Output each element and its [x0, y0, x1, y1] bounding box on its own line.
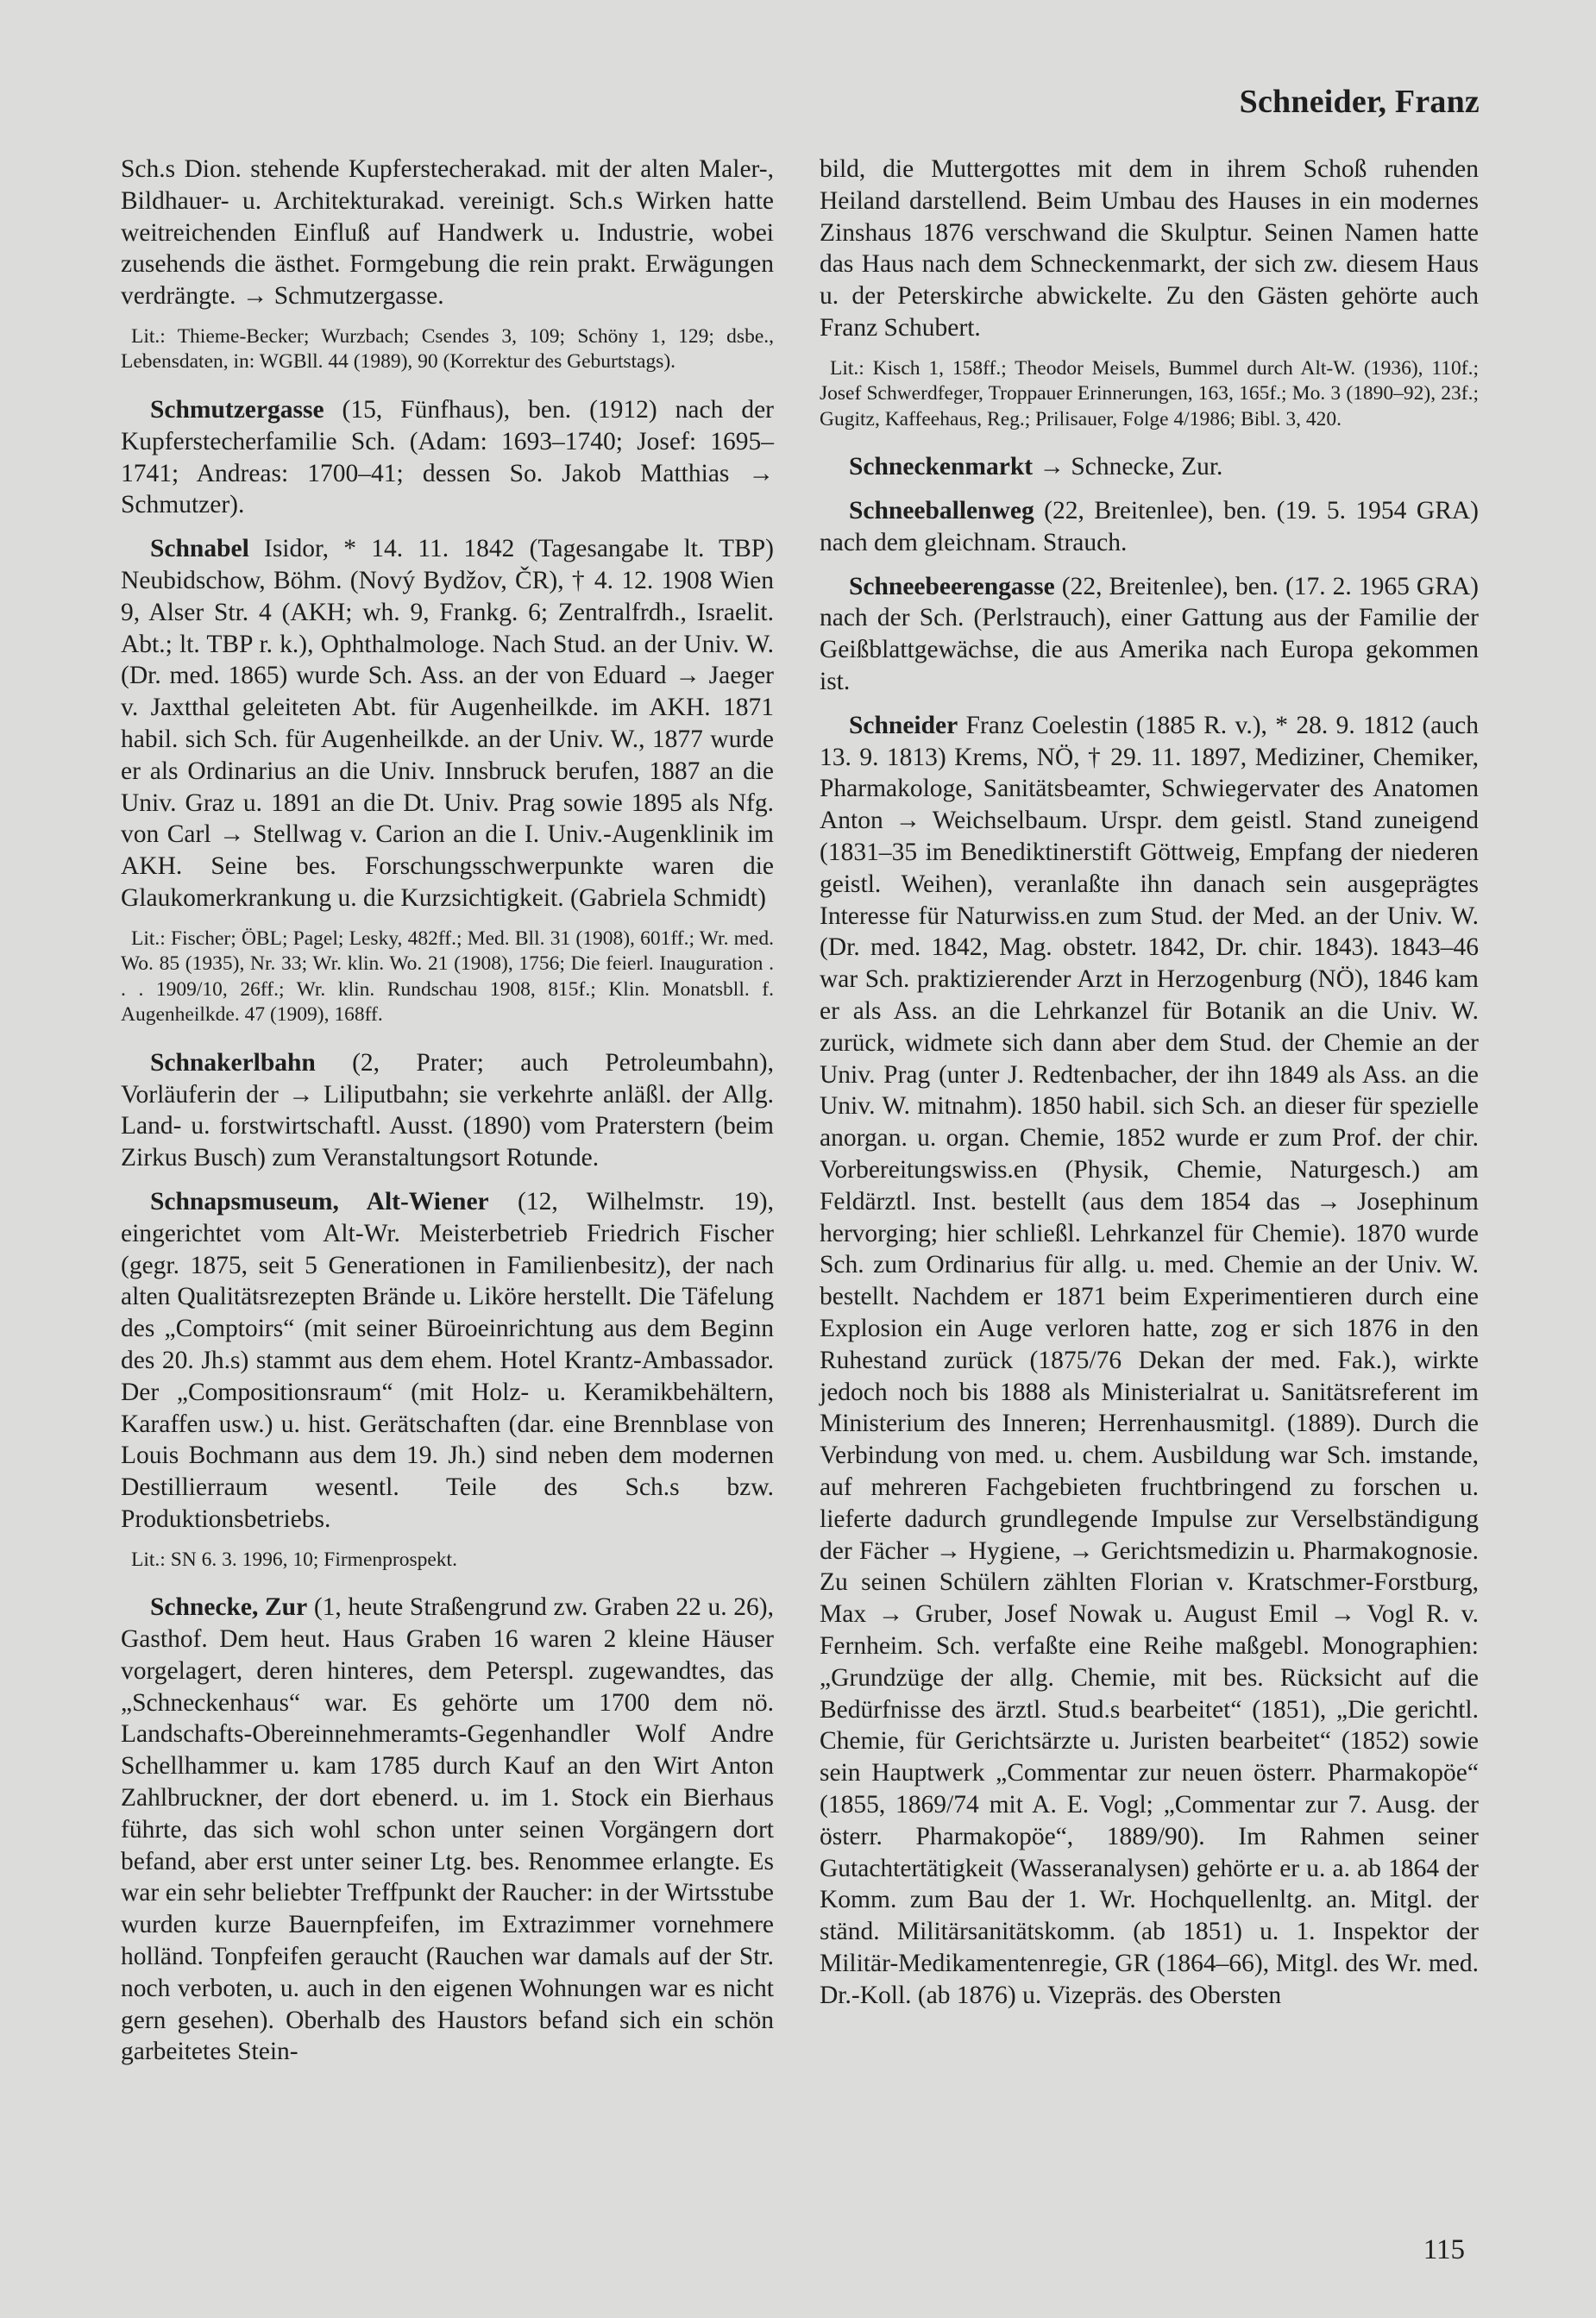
entry-schneeballenweg — [820, 495, 1479, 559]
entry-continuation: bild, die Muttergottes mit dem in ihrem Schoß ruhenden Heiland darstellend. Beim Umbau des Hauses in ein modernes Zinshaus 1876 verschwand die Skulptur. Seinen Namen hatte das Haus nach dem Schneckenmarkt, der sich zw. diesem Haus u. der Peterskirche abwickelte. Zu den Gästen gehörte auch Franz Schubert. — [820, 155, 1479, 342]
headword: Schneeballenweg — [849, 497, 1034, 525]
entry-text: (22, Breitenlee), ben. (17. 2. 1965 GRA) nach der Sch. (Perlstrauch), einer Gattung aus der Familie der Geißblattgewächse, die aus Amerika nach Europa gekommen ist. — [820, 572, 1479, 696]
entry-text: → Schnecke, Zur. — [1033, 453, 1223, 481]
entry-schnecke — [121, 1592, 774, 2068]
literature-note: Lit.: Thieme-Becker; Wurzbach; Csendes 3, 109; Schöny 1, 129; dsbe., Lebensdaten, in: WGBll. 44 (1989), 90 (Korrektur des Geburtstags). — [121, 324, 774, 374]
headword: Schnecke, Zur — [150, 1593, 308, 1622]
page-number: 115 — [1423, 2234, 1465, 2265]
entry-continuation: Sch.s Dion. stehende Kupferstecherakad. mit der alten Maler-, Bildhauer- u. Architekturakad. vereinigt. Sch.s Wirken hatte weitreichenden Einfluß auf Handwerk u. Industrie, wobei zusehends die ästhet. Formgebung die rein prakt. Erwägungen verdrängte. → Schmutzergasse. — [121, 155, 774, 311]
entry-schmutzergasse — [121, 394, 774, 521]
entry-text: Isidor, * 14. 11. 1842 (Tagesangabe lt. TBP) Neubidschow, Böhm. (Nový Bydžov, ČR), † 4. 12. 1908 Wien 9, Alser Str. 4 (AKH; wh. 9, Frankg. 6; Zentralfrdh., Israelit. Abt.; lt. TBP r. k.), Ophthalmologe. Nach Stud. an der Univ. W. (Dr. med. 1865) wurde Sch. Ass. an der von Eduard → Jaeger v. Jaxtthal geleiteten Abt. für Augenheilkde. im AKH. 1871 habil. sich Sch. für Augenheilkde. an der Univ. W., 1877 wurde er als Ordinarius an die Univ. Innsbruck berufen, 1887 an die Univ. Graz u. 1891 an die Dt. Univ. Prag sowie 1895 als Nfg. von Carl → Stellwag v. Carion an die I. Univ.-Augenklinik im AKH. Seine bes. Forschungsschwerpunkte waren die Glaukomerkrankung u. die Kurzsichtigkeit. (Gabriela Schmidt) — [121, 535, 774, 912]
headword: Schmutzergasse — [150, 395, 324, 424]
right-column — [820, 154, 1479, 2024]
entry-schnakerlbahn — [121, 1047, 774, 1174]
literature-note: Lit.: SN 6. 3. 1996, 10; Firmenprospekt. — [131, 1548, 457, 1571]
headword: Schneebeerengasse — [849, 572, 1055, 600]
entry-schnabel — [121, 533, 774, 914]
entry-schneckenmarkt — [820, 451, 1479, 483]
entry-schneider — [820, 710, 1479, 2012]
literature-note: Lit.: Kisch 1, 158ff.; Theodor Meisels, Bummel durch Alt-W. (1936), 110f.; Josef Schwerdfeger, Troppauer Erinnerungen, 163, 165f.; Mo. 3 (1890–92), 23f.; Gugitz, Kaffeehaus, Reg.; Prilisauer, Folge 4/1986; Bibl. 3, 420. — [820, 356, 1479, 430]
entry-text: (15, Fünfhaus), ben. (1912) nach der Kupferstecherfamilie Sch. (Adam: 1693–1740; Josef: 1695–1741; Andreas: 1700–41; dessen So. Jakob Matthias → Schmutzer). — [121, 395, 774, 519]
entry-text: (1, heute Straßengrund zw. Graben 22 u. 26), Gasthof. Dem heut. Haus Graben 16 waren 2 kleine Häuser vorgelagert, deren hinteres, dem Peterspl. zugewandtes, das „Schneckenhaus“ war. Es gehörte um 1700 dem nö. Landschafts-Obereinnehmeramts-Gegenhandler Wolf Andre Schellhammer u. kam 1785 durch Kauf an den Wirt Anton Zahlbruckner, der dort ebenerd. u. im 1. Stock ein Bierhaus führte, das sich wohl schon unter seinen Vorgängern dort befand, aber erst unter seiner Ltg. bes. Renommee erlangte. Es war ein sehr beliebter Treffpunkt der Raucher: in der Wirtsstube wurden kurze Bauernpfeifen, im Extrazimmer vornehmere holländ. Tonpfeifen geraucht (Rauchen war damals auf der Str. noch verboten, u. auch in den eigenen Wohnungen war es nicht gern gesehen). Oberhalb des Haustors befand sich ein schön garbeitetes Stein- — [121, 1593, 774, 2066]
page-header: Schneider, Franz — [1239, 84, 1480, 120]
entry-schnapsmuseum — [121, 1186, 774, 1536]
headword: Schneckenmarkt — [849, 453, 1034, 481]
entry-text: Franz Coelestin (1885 R. v.), * 28. 9. 1812 (auch 13. 9. 1813) Krems, NÖ, † 29. 11. 1897, Mediziner, Chemiker, Pharmakologe, Sanitätsbeamter, Schwiegervater des Anatomen Anton → Weichselbaum. Urspr. dem geistl. Stand zuneigend (1831–35 im Benediktinerstift Göttweig, Empfang der niederen geistl. Weihen), veranlaßte ihn danach sein ausgeprägtes Interesse für Naturwiss.en zum Stud. der Med. an der Univ. W. (Dr. med. 1842, Mag. obstetr. 1842, Dr. chir. 1843). 1843–46 war Sch. praktizierender Arzt in Herzogenburg (NÖ), 1846 kam er als Ass. an die Lehrkanzel für Botanik an die Univ. W. zurück, widmete sich dann aber dem Stud. der Chemie an der Univ. Prag (unter J. Redtenbacher, der ihn 1849 als Ass. an die Univ. W. mitnahm). 1850 habil. sich Sch. an dieser für spezielle anorgan. u. organ. Chemie, 1852 wurde er zum Prof. der chir. Vorbereitungswiss.en (Physik, Chemie, Naturgesch.) am Feldärztl. Inst. bestellt (aus dem 1854 das → Josephinum hervorging; hier schließl. Lehrkanzel für Chemie). 1870 wurde Sch. zum Ordinarius für allg. u. med. Chemie an der Univ. W. bestellt. Nachdem er 1871 beim Experimentieren durch eine Explosion ein Auge verloren hatte, zog er sich 1876 in den Ruhestand zurück (1875/76 Dekan der med. Fak.), wirkte jedoch noch bis 1888 als Ministerialrat u. Sanitätsreferent im Ministerium des Inneren; Herrenhausmitgl. (1889). Durch die Verbindung von med. u. chem. Ausbildung war Sch. imstande, auf mehreren Fachgebieten fruchtbringend zu forschen u. lieferte dadurch grundlegende Impulse zur Verselbständigung der Fächer → Hygiene, → Gerichtsmedizin u. Pharmakognosie. Zu seinen Schülern zählten Florian v. Kratschmer-Forstburg, Max → Gruber, Josef Nowak u. August Emil → Vogl R. v. Fernheim. Sch. verfaßte eine Reihe maßgebl. Monographien: „Grundzüge der allg. Chemie, mit bes. Rücksicht auf die Bedürfnisse des ärztl. Stud.s bearbeitet“ (1851), „Die gerichtl. Chemie, für Gerichtsärzte u. Juristen bearbeitet“ (1852) sowie sein Hauptwerk „Commentar zur neuen österr. Pharmakopöe“ (1855, 1869/74 mit A. E. Vogl; „Commentar zur 7. Ausg. der österr. Pharmakopöe“, 1889/90). Im Rahmen seiner Gutachtertätigkeit (Wasseranalysen) gehörte er u. a. ab 1864 der Komm. zum Bau der 1. Wr. Hochquellenltg. an. Mitgl. der ständ. Militärsanitätskomm. (ab 1851) u. 1. Inspektor der Militär-Medikamentenregie, GR (1864–66), Mitgl. des Wr. med. Dr.-Koll. (ab 1876) u. Vizepräs. des Obersten — [820, 711, 1479, 2009]
entry-schneebeerengasse — [820, 571, 1479, 698]
entry-text: (2, Prater; auch Petroleumbahn), Vorläuferin der → Liliputbahn; sie verkehrte anläßl. der Allg. Land- u. forstwirtschaftl. Ausst. (1890) vom Praterstern (beim Zirkus Busch) zum Veranstaltungsort Rotunde. — [121, 1048, 774, 1172]
literature-note: Lit.: Fischer; ÖBL; Pagel; Lesky, 482ff.; Med. Bll. 31 (1908), 601ff.; Wr. med. Wo. 85 (1935), Nr. 33; Wr. klin. Wo. 21 (1908), 1756; Die feierl. Inauguration . . . 1909/10, 26ff.; Wr. klin. Rundschau 1908, 815f.; Klin. Monatsbll. f. Augenheilkde. 47 (1909), 168ff. — [121, 927, 774, 1027]
entry-text: (12, Wilhelmstr. 19), eingerichtet vom Alt-Wr. Meisterbetrieb Friedrich Fischer (gegr. 1875, seit 5 Generationen in Familienbesitz), der nach alten Qualitätsrezepten Brände u. Liköre herstellt. Die Täfelung des „Comptoirs“ (mit seiner Büroeinrichtung aus dem Beginn des 20. Jh.s) stammt aus dem ehem. Hotel Krantz-Ambassador. Der „Compositionsraum“ (mit Holz- u. Keramikbehältern, Karaffen usw.) u. hist. Gerätschaften (dar. eine Brennblase von Louis Bochmann aus dem 19. Jh.) sind neben dem modernen Destillierraum wesentl. Teile des Sch.s bzw. Produktionsbetriebs. — [121, 1187, 774, 1533]
entry-text: (22, Breitenlee), ben. (19. 5. 1954 GRA) nach dem gleichnam. Strauch. — [820, 497, 1479, 556]
headword: Schneider — [849, 711, 958, 739]
headword: Schnapsmuseum, Alt-Wiener — [150, 1187, 489, 1216]
headword: Schnabel — [150, 535, 249, 563]
headword: Schnakerlbahn — [150, 1048, 316, 1077]
left-column — [121, 154, 774, 2080]
